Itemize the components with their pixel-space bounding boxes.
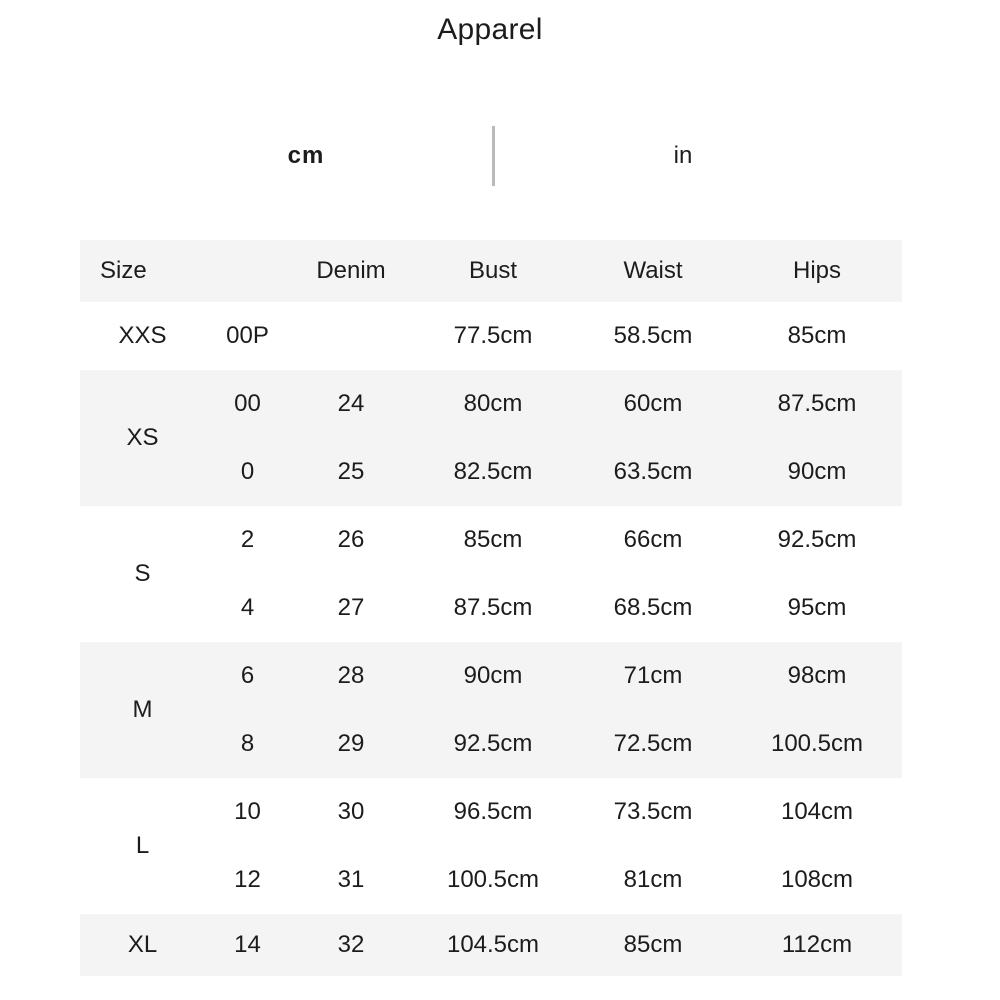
table-row bbox=[80, 370, 902, 438]
table-row bbox=[80, 914, 902, 976]
numeric-size-cell: 12 bbox=[234, 866, 261, 893]
unit-cm-button[interactable]: cm bbox=[206, 126, 406, 186]
numeric-size-cell: 14 bbox=[234, 931, 261, 958]
header-bust: Bust bbox=[468, 257, 518, 284]
header-hips: Hips bbox=[792, 257, 841, 284]
bust-cell: 100.5cm bbox=[446, 866, 540, 893]
numeric-size-cell: 2 bbox=[240, 526, 255, 553]
bust-cell: 82.5cm bbox=[453, 458, 533, 485]
unit-divider bbox=[492, 126, 495, 186]
waist-cell: 66cm bbox=[623, 526, 683, 553]
denim-cell: 25 bbox=[337, 458, 365, 485]
unit-in-button[interactable]: in bbox=[583, 126, 783, 186]
table-row bbox=[80, 778, 902, 846]
table-header-row bbox=[80, 240, 902, 302]
numeric-size-cell: 6 bbox=[240, 662, 255, 689]
waist-cell: 63.5cm bbox=[613, 458, 693, 485]
denim-cell: 24 bbox=[337, 390, 365, 417]
bust-cell: 80cm bbox=[463, 390, 523, 417]
bust-cell: 87.5cm bbox=[453, 594, 533, 621]
numeric-size-cell: 00 bbox=[234, 390, 261, 417]
hips-cell: 87.5cm bbox=[777, 390, 857, 417]
denim-cell: 26 bbox=[337, 526, 365, 553]
waist-cell: 81cm bbox=[623, 866, 683, 893]
waist-cell: 85cm bbox=[623, 931, 683, 958]
waist-cell: 58.5cm bbox=[613, 322, 693, 349]
hips-cell: 100.5cm bbox=[770, 730, 864, 757]
hips-cell: 95cm bbox=[787, 594, 847, 621]
bust-cell: 90cm bbox=[463, 662, 523, 689]
size-group-label: XL bbox=[127, 931, 158, 958]
hips-cell: 98cm bbox=[787, 662, 847, 689]
hips-cell: 92.5cm bbox=[777, 526, 857, 553]
size-group-label: XXS bbox=[118, 322, 167, 349]
hips-cell: 108cm bbox=[780, 866, 854, 893]
unit-toggle bbox=[0, 126, 1000, 186]
table-row bbox=[80, 506, 902, 574]
bust-cell: 104.5cm bbox=[446, 931, 540, 958]
denim-cell bbox=[290, 302, 412, 370]
hips-cell: 104cm bbox=[780, 798, 854, 825]
waist-cell: 71cm bbox=[623, 662, 683, 689]
denim-cell: 32 bbox=[337, 931, 365, 958]
size-group-label: XS bbox=[126, 424, 159, 451]
waist-cell: 68.5cm bbox=[613, 594, 693, 621]
denim-cell: 28 bbox=[337, 662, 365, 689]
hips-cell: 85cm bbox=[787, 322, 847, 349]
header-denim: Denim bbox=[316, 257, 386, 284]
hips-cell: 90cm bbox=[787, 458, 847, 485]
bust-cell: 96.5cm bbox=[453, 798, 533, 825]
waist-cell: 72.5cm bbox=[613, 730, 693, 757]
size-group-label: M bbox=[132, 696, 153, 723]
bust-cell: 77.5cm bbox=[453, 322, 533, 349]
denim-cell: 29 bbox=[337, 730, 365, 757]
waist-cell: 60cm bbox=[623, 390, 683, 417]
bust-cell: 85cm bbox=[463, 526, 523, 553]
denim-cell: 31 bbox=[337, 866, 365, 893]
table-row bbox=[80, 642, 902, 710]
header-waist: Waist bbox=[623, 257, 683, 284]
denim-cell: 30 bbox=[337, 798, 365, 825]
size-group-label: S bbox=[134, 560, 151, 587]
numeric-size-cell: 10 bbox=[234, 798, 261, 825]
numeric-size-cell: 4 bbox=[240, 594, 255, 621]
numeric-size-cell: 0 bbox=[240, 458, 255, 485]
page-title: Apparel bbox=[437, 13, 543, 46]
bust-cell: 92.5cm bbox=[453, 730, 533, 757]
size-group-label: L bbox=[135, 832, 150, 859]
denim-cell: 27 bbox=[337, 594, 365, 621]
table-row bbox=[80, 302, 902, 370]
numeric-size-cell: 00P bbox=[226, 322, 269, 349]
waist-cell: 73.5cm bbox=[613, 798, 693, 825]
hips-cell: 112cm bbox=[781, 931, 853, 958]
header-size: Size bbox=[100, 257, 147, 284]
size-chart-table bbox=[80, 240, 902, 976]
numeric-size-cell: 8 bbox=[240, 730, 255, 757]
